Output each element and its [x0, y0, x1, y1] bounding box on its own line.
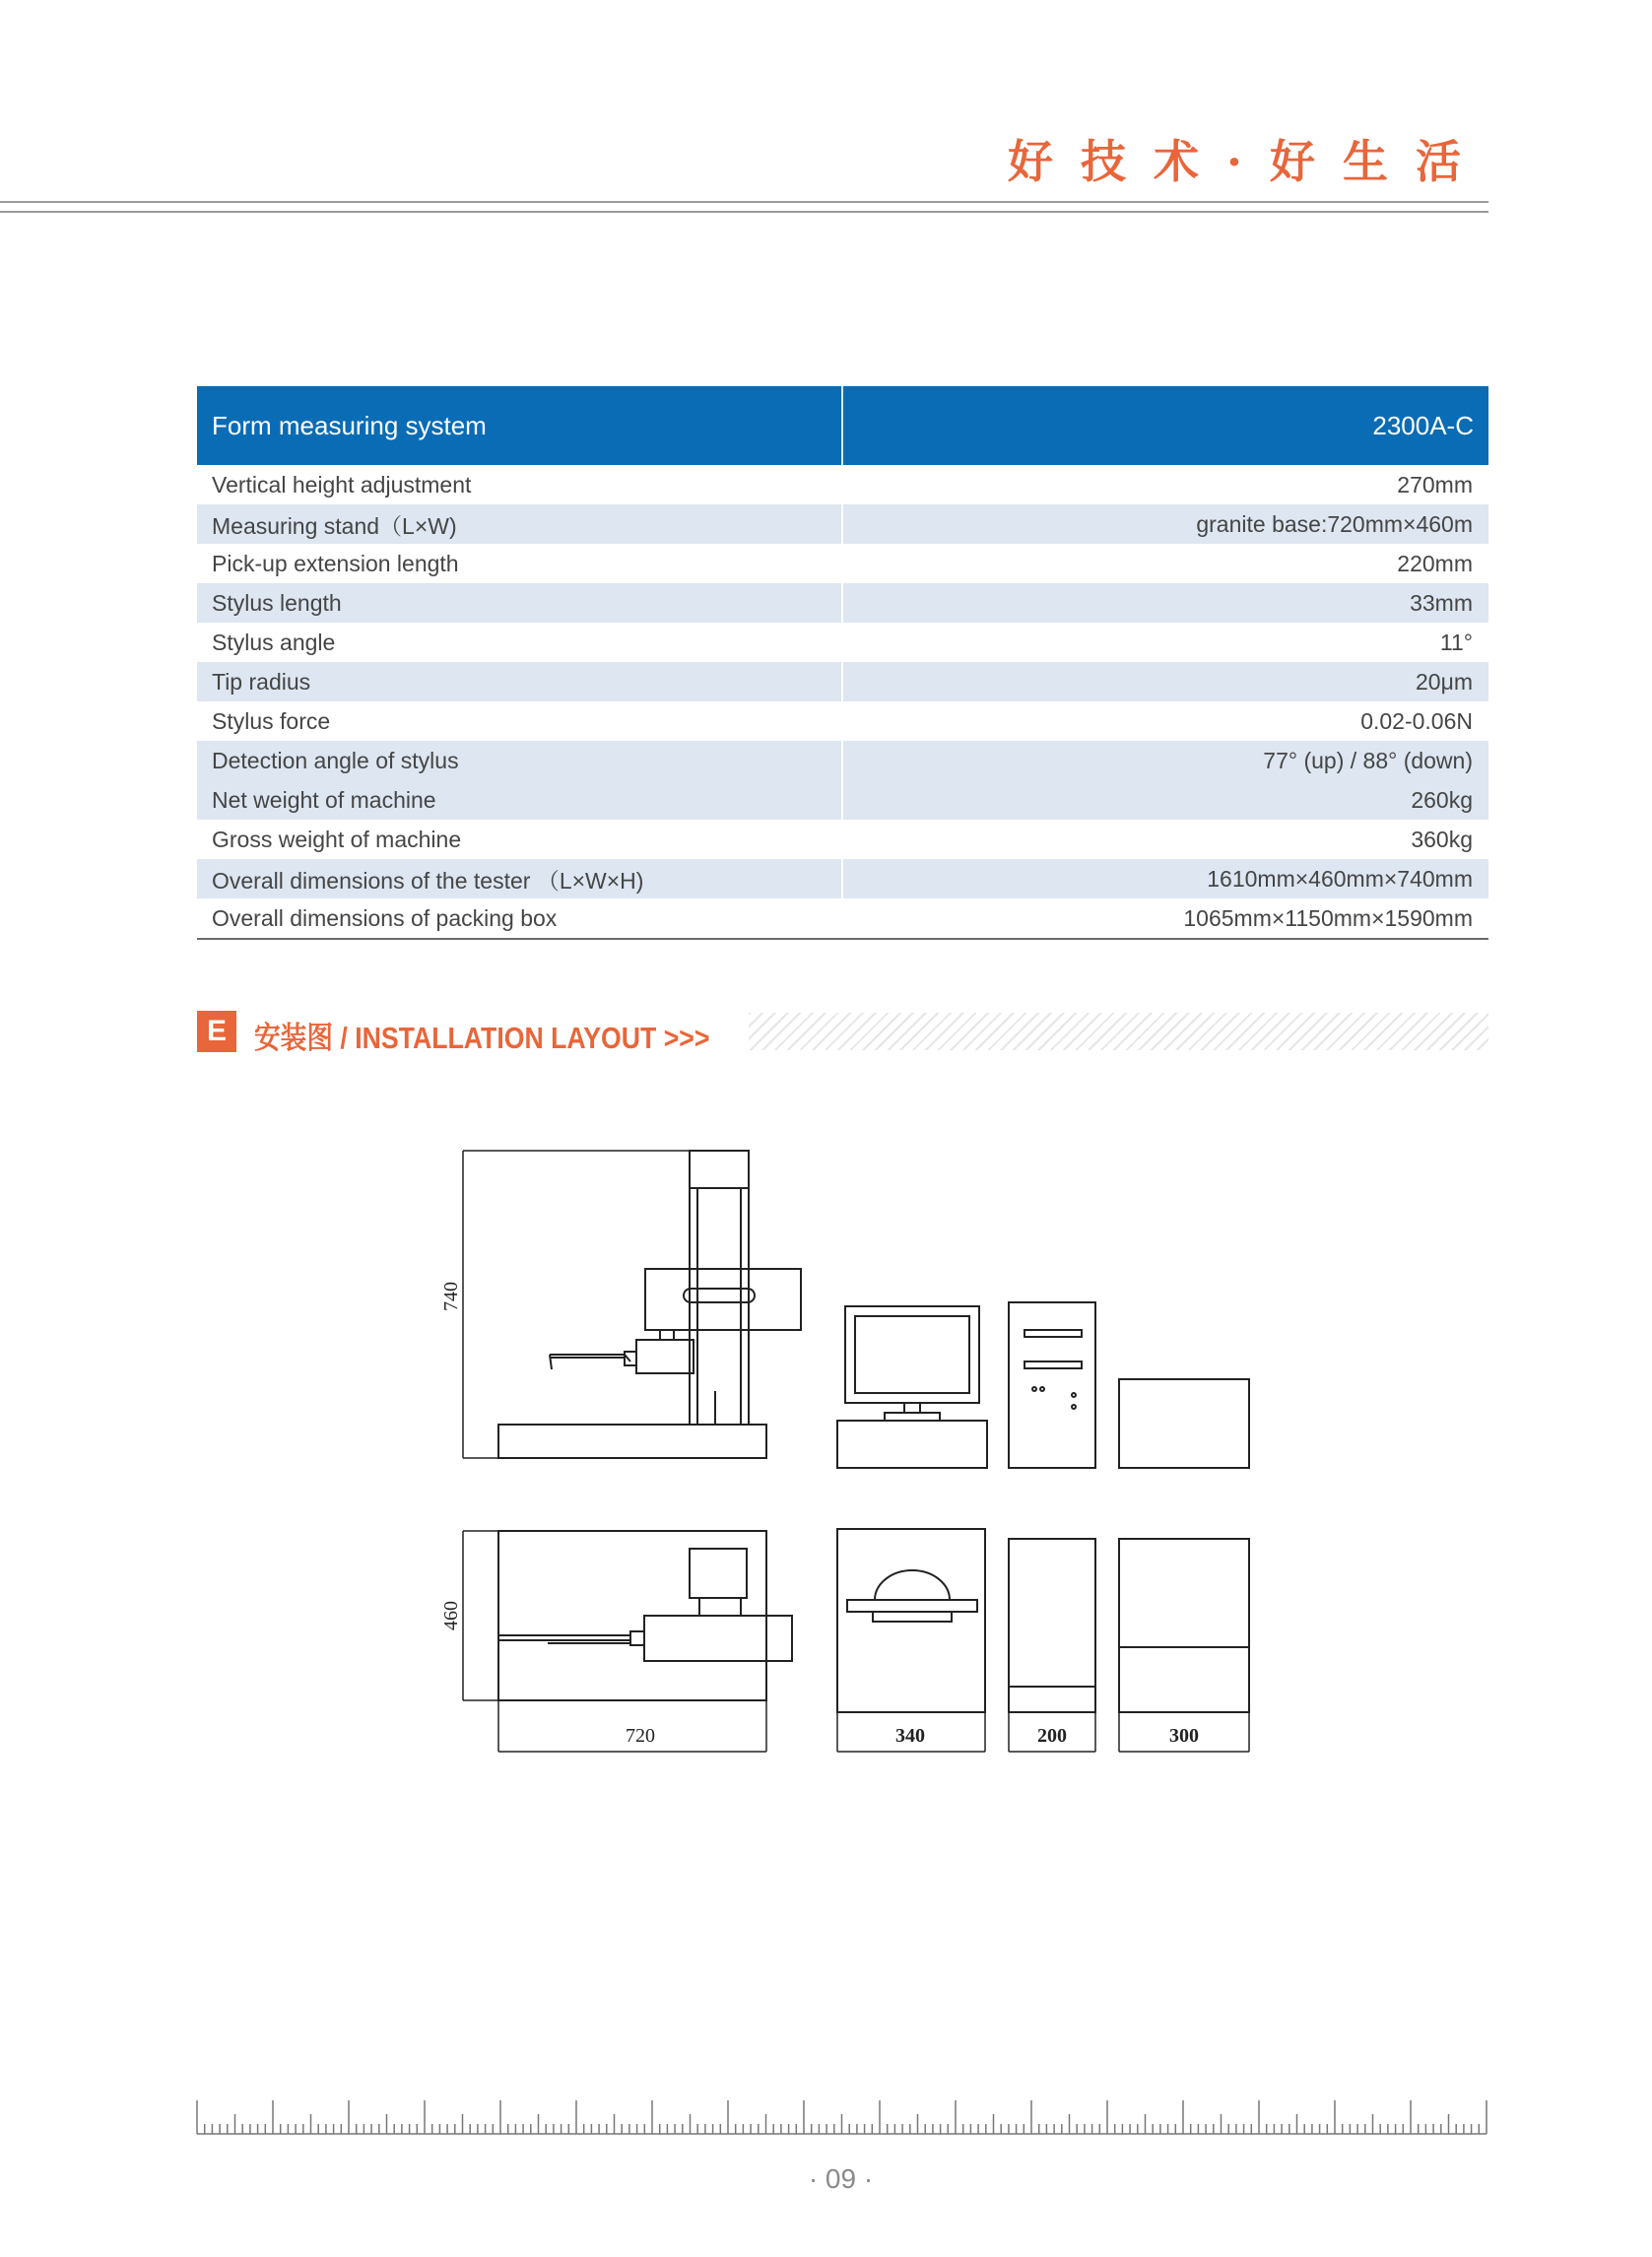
- row-value: 11°: [1439, 629, 1473, 655]
- row-value: 1065mm×1150mm×1590mm: [1183, 904, 1473, 931]
- row-label: Overall dimensions of the tester （L×W×H): [212, 867, 644, 894]
- row-value: 220mm: [1397, 550, 1473, 576]
- row-value: 0.02-0.06N: [1360, 707, 1473, 734]
- dim-label-height: 740: [440, 1282, 462, 1311]
- row-label: Tip radius: [212, 668, 311, 695]
- dim-label-pc-width: 200: [1037, 1725, 1067, 1747]
- row-value: 270mm: [1397, 471, 1473, 498]
- spec-header-label: Form measuring system: [212, 410, 487, 440]
- page-number: · 09 ·: [808, 2163, 874, 2194]
- dim-label-monitor-width: 340: [895, 1725, 925, 1747]
- row-label: Detection angle of stylus: [212, 747, 459, 773]
- row-value: granite base:720mm×460m: [1196, 510, 1473, 537]
- row-label: Pick-up extension length: [212, 550, 459, 576]
- footer-ruler-decoration: [195, 2098, 1495, 2138]
- row-value: 20μm: [1416, 668, 1473, 695]
- row-label: Gross weight of machine: [212, 826, 462, 852]
- row-label: Stylus length: [212, 589, 342, 616]
- dim-label-depth: 460: [440, 1601, 462, 1630]
- header-slogan: 好技术·好生活: [1007, 135, 1488, 188]
- row-value: 1610mm×460mm×740mm: [1207, 865, 1473, 892]
- row-value: 360kg: [1411, 826, 1473, 852]
- row-label: Overall dimensions of packing box: [212, 904, 558, 931]
- spec-header-model: 2300A-C: [1372, 410, 1474, 440]
- dim-label-machine-width: 720: [626, 1725, 655, 1747]
- row-label: Net weight of machine: [212, 786, 436, 813]
- section-badge: E: [197, 1011, 236, 1052]
- row-label: Measuring stand（L×W): [212, 512, 457, 539]
- row-label: Stylus angle: [212, 629, 336, 655]
- row-value: 33mm: [1410, 589, 1473, 616]
- section-title: 安装图 / INSTALLATION LAYOUT >>>: [254, 1021, 710, 1055]
- row-value: 260kg: [1411, 786, 1473, 813]
- dim-label-printer-width: 300: [1169, 1725, 1199, 1747]
- row-value: 77° (up) / 88° (down): [1263, 747, 1473, 773]
- row-label: Stylus force: [212, 707, 331, 734]
- row-label: Vertical height adjustment: [212, 471, 472, 498]
